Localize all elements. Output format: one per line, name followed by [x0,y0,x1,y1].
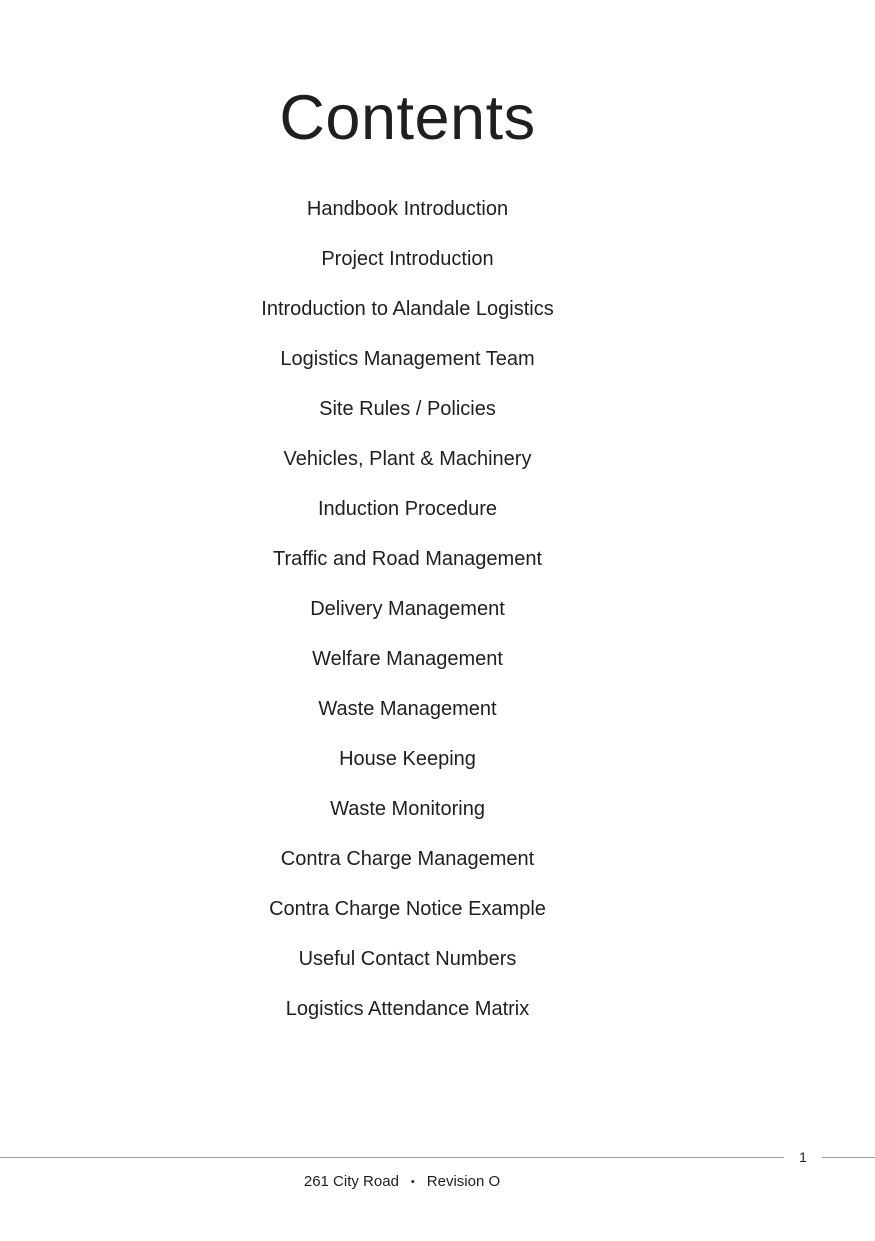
toc-item-delivery-management[interactable]: Delivery Management [310,598,505,620]
toc-item-waste-monitoring[interactable]: Waste Monitoring [330,798,485,820]
toc-item-traffic-and-road-management[interactable]: Traffic and Road Management [272,548,543,570]
footer-separator: • [410,1176,415,1188]
toc-item-useful-contact-numbers[interactable]: Useful Contact Numbers [298,948,517,970]
page-title: Contents [279,83,536,153]
toc-item-welfare-management[interactable]: Welfare Management [312,648,503,670]
toc-item-logistics-attendance-matrix[interactable]: Logistics Attendance Matrix [285,998,530,1020]
toc-item-vehicles-plant-machinery[interactable]: Vehicles, Plant & Machinery [283,448,532,470]
toc-item-introduction-to-alandale-logistics[interactable]: Introduction to Alandale Logistics [261,298,554,320]
footer-revision: Revision O [426,1173,501,1190]
toc-item-house-keeping[interactable]: House Keeping [339,748,476,770]
page-number: 1 [799,1149,807,1165]
footer-divider-right [822,1157,875,1158]
toc-item-waste-management[interactable]: Waste Management [318,698,497,720]
toc-item-induction-procedure[interactable]: Induction Procedure [317,498,497,520]
toc-item-contra-charge-management[interactable]: Contra Charge Management [280,848,535,870]
toc-item-logistics-management-team[interactable]: Logistics Management Team [280,348,535,370]
footer-address: 261 City Road [303,1173,399,1190]
toc-item-site-rules-policies[interactable]: Site Rules / Policies [319,398,496,420]
footer-divider-left [0,1157,784,1158]
footer [0,1171,804,1193]
toc-item-project-introduction[interactable]: Project Introduction [321,248,494,270]
toc-item-contra-charge-notice-example[interactable]: Contra Charge Notice Example [269,898,546,920]
table-of-contents [0,195,815,1045]
toc-item-handbook-introduction[interactable]: Handbook Introduction [306,198,509,220]
